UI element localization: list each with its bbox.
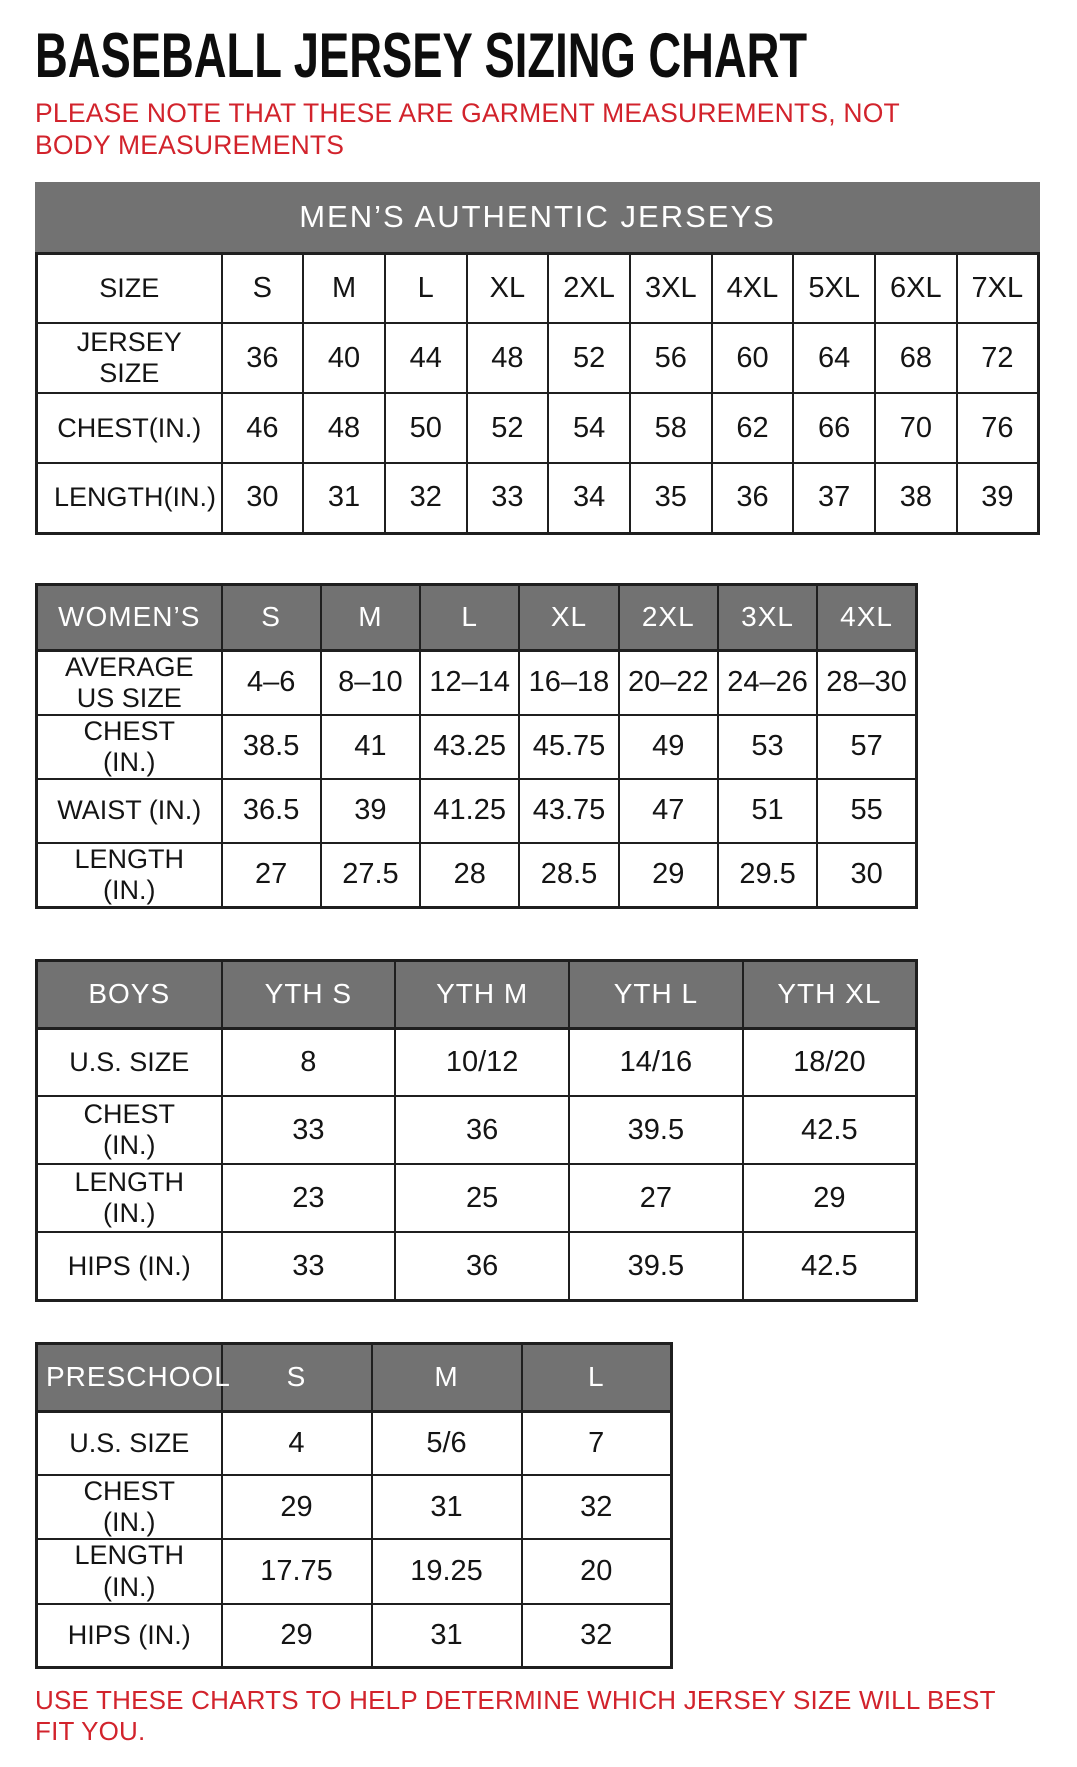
value-cell: 31: [303, 463, 385, 533]
value-cell: 43.25: [420, 715, 519, 779]
value-cell: 42.5: [743, 1096, 917, 1164]
value-cell: 27: [569, 1164, 743, 1232]
womens-section: [35, 583, 1040, 909]
value-cell: 19.25: [372, 1539, 522, 1603]
header-row: [37, 1343, 672, 1411]
table-row: [37, 779, 917, 843]
value-cell: 40: [303, 323, 385, 393]
value-cell: 70: [875, 393, 957, 463]
value-cell: 16–18: [519, 650, 618, 715]
value-cell: 38: [875, 463, 957, 533]
value-cell: 60: [712, 323, 794, 393]
column-header-cell: S: [222, 584, 321, 650]
value-cell: 53: [718, 715, 817, 779]
value-cell: 5XL: [793, 253, 875, 323]
sizing-chart-page: [0, 21, 1077, 1747]
preschool-size-table: [35, 1342, 673, 1669]
value-cell: 52: [548, 323, 630, 393]
header-row: [37, 584, 917, 650]
row-label-cell: SIZE: [37, 253, 222, 323]
preschool-table-container: [35, 1342, 1040, 1669]
row-label-cell: WAIST (IN.): [37, 779, 222, 843]
page-title-text: BASEBALL JERSEY SIZING CHART: [35, 21, 808, 91]
value-cell: 76: [957, 393, 1039, 463]
value-cell: 51: [718, 779, 817, 843]
value-cell: 35: [630, 463, 712, 533]
column-header-cell: 3XL: [718, 584, 817, 650]
table-row: [37, 1096, 917, 1164]
page-title: [35, 21, 1040, 91]
value-cell: 20: [522, 1539, 672, 1603]
value-cell: 64: [793, 323, 875, 393]
row-label-cell: LENGTH (IN.): [37, 843, 222, 908]
value-cell: 31: [372, 1475, 522, 1539]
column-header-cell: YTH S: [222, 960, 396, 1028]
value-cell: 36: [712, 463, 794, 533]
table-row: [37, 1232, 917, 1300]
value-cell: 20–22: [619, 650, 718, 715]
value-cell: 30: [817, 843, 916, 908]
value-cell: 31: [372, 1604, 522, 1668]
value-cell: 56: [630, 323, 712, 393]
table-row: [37, 843, 917, 908]
value-cell: 28–30: [817, 650, 916, 715]
value-cell: 41: [321, 715, 420, 779]
value-cell: 68: [875, 323, 957, 393]
value-cell: 42.5: [743, 1232, 917, 1300]
column-header-cell: YTH XL: [743, 960, 917, 1028]
table-row: [37, 393, 1039, 463]
value-cell: 14/16: [569, 1028, 743, 1096]
value-cell: 39: [957, 463, 1039, 533]
value-cell: 2XL: [548, 253, 630, 323]
table-title-cell: BOYS: [37, 960, 222, 1028]
value-cell: 50: [385, 393, 467, 463]
value-cell: 49: [619, 715, 718, 779]
value-cell: 5/6: [372, 1411, 522, 1475]
value-cell: 24–26: [718, 650, 817, 715]
table-row: [37, 463, 1039, 533]
value-cell: 28: [420, 843, 519, 908]
header-row: [37, 960, 917, 1028]
value-cell: 36: [222, 323, 304, 393]
value-cell: 4–6: [222, 650, 321, 715]
mens-section: [35, 182, 1040, 535]
row-label-cell: CHEST (IN.): [37, 1096, 222, 1164]
mens-banner: MEN’S AUTHENTIC JERSEYS: [35, 182, 1040, 252]
value-cell: 7: [522, 1411, 672, 1475]
value-cell: 4: [222, 1411, 372, 1475]
value-cell: 36: [395, 1232, 569, 1300]
value-cell: 33: [467, 463, 549, 533]
column-header-cell: XL: [519, 584, 618, 650]
value-cell: 29: [222, 1475, 372, 1539]
column-header-cell: M: [372, 1343, 522, 1411]
mens-table-container: [35, 252, 1040, 535]
column-header-cell: YTH L: [569, 960, 743, 1028]
table-row: [37, 715, 917, 779]
measurement-note: PLEASE NOTE THAT THESE ARE GARMENT MEASUREMENTS, NOT BODY MEASUREMENTS: [35, 98, 900, 160]
row-label-cell: HIPS (IN.): [37, 1232, 222, 1300]
table-row: [37, 1411, 672, 1475]
value-cell: 43.75: [519, 779, 618, 843]
row-label-cell: CHEST (IN.): [37, 1475, 222, 1539]
column-header-cell: YTH M: [395, 960, 569, 1028]
value-cell: 39.5: [569, 1096, 743, 1164]
value-cell: XL: [467, 253, 549, 323]
value-cell: 10/12: [395, 1028, 569, 1096]
row-label-cell: U.S. SIZE: [37, 1411, 222, 1475]
table-row: [37, 1164, 917, 1232]
row-label-cell: HIPS (IN.): [37, 1604, 222, 1668]
column-header-cell: 4XL: [817, 584, 916, 650]
column-header-cell: M: [321, 584, 420, 650]
value-cell: 17.75: [222, 1539, 372, 1603]
value-cell: 30: [222, 463, 304, 533]
value-cell: 4XL: [712, 253, 794, 323]
value-cell: 66: [793, 393, 875, 463]
value-cell: 29: [222, 1604, 372, 1668]
value-cell: 38.5: [222, 715, 321, 779]
value-cell: 48: [467, 323, 549, 393]
table-row: [37, 1604, 672, 1668]
value-cell: 29.5: [718, 843, 817, 908]
value-cell: 36.5: [222, 779, 321, 843]
boys-section: [35, 959, 1040, 1302]
value-cell: 39: [321, 779, 420, 843]
value-cell: 47: [619, 779, 718, 843]
value-cell: 6XL: [875, 253, 957, 323]
value-cell: 8–10: [321, 650, 420, 715]
table-row: [37, 323, 1039, 393]
table-title-cell: PRESCHOOL: [37, 1343, 222, 1411]
value-cell: 27.5: [321, 843, 420, 908]
value-cell: 28.5: [519, 843, 618, 908]
value-cell: 12–14: [420, 650, 519, 715]
value-cell: 55: [817, 779, 916, 843]
row-label-cell: U.S. SIZE: [37, 1028, 222, 1096]
table-row: [37, 1475, 672, 1539]
preschool-section: [35, 1342, 1040, 1669]
value-cell: 44: [385, 323, 467, 393]
value-cell: 32: [522, 1604, 672, 1668]
footer-note: USE THESE CHARTS TO HELP DETERMINE WHICH JERSEY SIZE WILL BEST FIT YOU.: [35, 1685, 996, 1747]
column-header-cell: S: [222, 1343, 372, 1411]
value-cell: 54: [548, 393, 630, 463]
value-cell: 58: [630, 393, 712, 463]
value-cell: 48: [303, 393, 385, 463]
value-cell: 32: [385, 463, 467, 533]
value-cell: 8: [222, 1028, 396, 1096]
value-cell: 32: [522, 1475, 672, 1539]
column-header-cell: 2XL: [619, 584, 718, 650]
value-cell: 29: [743, 1164, 917, 1232]
row-label-cell: JERSEY SIZE: [37, 323, 222, 393]
womens-size-table: [35, 583, 918, 909]
row-label-cell: CHEST(IN.): [37, 393, 222, 463]
value-cell: M: [303, 253, 385, 323]
value-cell: 33: [222, 1232, 396, 1300]
column-header-cell: L: [420, 584, 519, 650]
table-row: [37, 650, 917, 715]
boys-table-container: [35, 959, 1040, 1302]
value-cell: 37: [793, 463, 875, 533]
value-cell: 34: [548, 463, 630, 533]
value-cell: 45.75: [519, 715, 618, 779]
value-cell: 62: [712, 393, 794, 463]
table-row: [37, 1539, 672, 1603]
boys-size-table: [35, 959, 918, 1302]
value-cell: 33: [222, 1096, 396, 1164]
value-cell: 57: [817, 715, 916, 779]
womens-table-container: [35, 583, 1040, 909]
value-cell: 23: [222, 1164, 396, 1232]
value-cell: 29: [619, 843, 718, 908]
value-cell: 39.5: [569, 1232, 743, 1300]
value-cell: 52: [467, 393, 549, 463]
table-title-cell: WOMEN’S: [37, 584, 222, 650]
value-cell: S: [222, 253, 304, 323]
row-label-cell: LENGTH (IN.): [37, 1539, 222, 1603]
value-cell: 72: [957, 323, 1039, 393]
value-cell: 25: [395, 1164, 569, 1232]
value-cell: L: [385, 253, 467, 323]
row-label-cell: CHEST (IN.): [37, 715, 222, 779]
column-header-cell: L: [522, 1343, 672, 1411]
row-label-cell: AVERAGE US SIZE: [37, 650, 222, 715]
value-cell: 41.25: [420, 779, 519, 843]
row-label-cell: LENGTH (IN.): [37, 1164, 222, 1232]
mens-size-table: [35, 252, 1040, 535]
value-cell: 36: [395, 1096, 569, 1164]
value-cell: 46: [222, 393, 304, 463]
row-label-cell: LENGTH(IN.): [37, 463, 222, 533]
value-cell: 18/20: [743, 1028, 917, 1096]
table-row: [37, 1028, 917, 1096]
value-cell: 27: [222, 843, 321, 908]
value-cell: 7XL: [957, 253, 1039, 323]
value-cell: 3XL: [630, 253, 712, 323]
table-row: [37, 253, 1039, 323]
